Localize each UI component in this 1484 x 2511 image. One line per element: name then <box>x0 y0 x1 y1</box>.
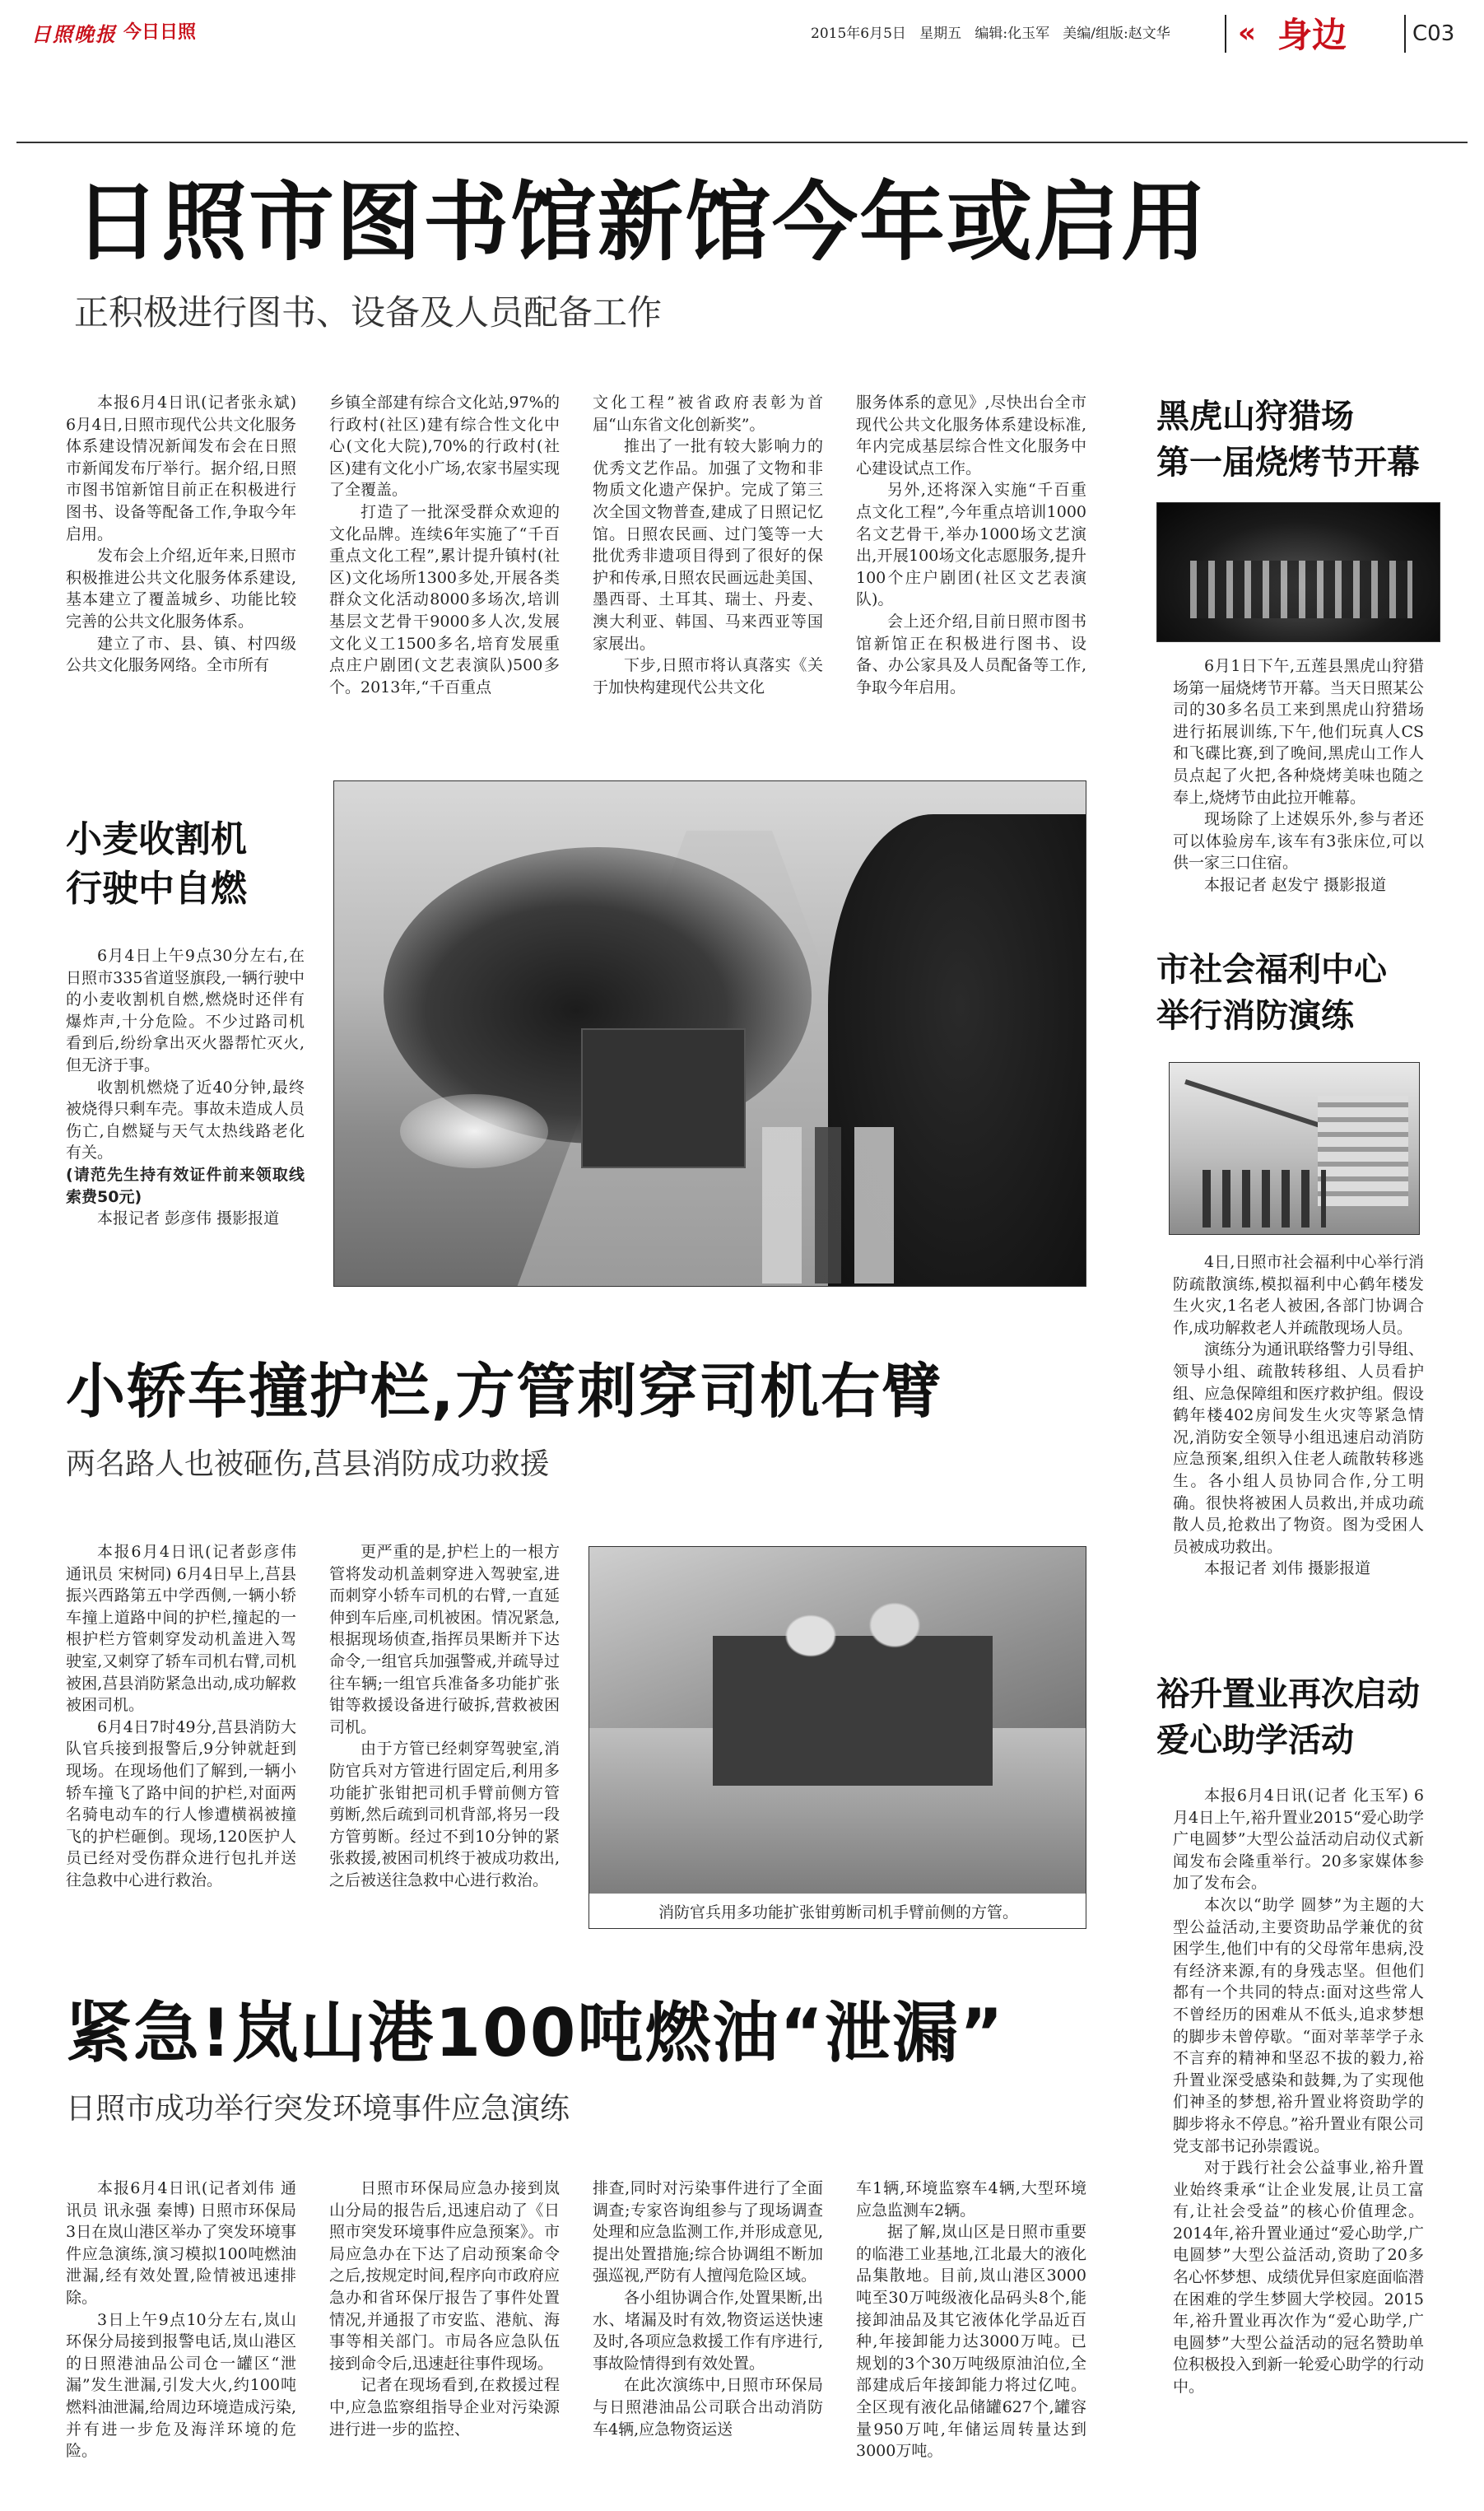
car-col-2 <box>329 1541 560 1892</box>
aid-body <box>1173 1785 1424 2398</box>
rescue-photo <box>588 1546 1086 1929</box>
wheat-title-line-1: 小麦收割机 <box>66 818 247 860</box>
drill-title: 紧急!岚山港100吨燃油“泄漏” <box>66 1995 1005 2071</box>
photo-caption <box>589 1894 1086 1928</box>
bbq-title <box>1156 394 1420 486</box>
drill-col-1 <box>66 2178 296 2462</box>
paragraph: 本报6月4日讯(记者刘伟 通讯员 讯永强 秦博) 日照市环保局3日在岚山港区举办了突发环境事件应急演练,演习模拟100吨燃油泄漏,经有效处置,险情被迅速排除。 <box>66 2179 296 2307</box>
header-weekday: 星期五 <box>919 26 962 42</box>
welfare-title-line-2: 举行消防演练 <box>1156 997 1354 1035</box>
paragraph: 更严重的是,护栏上的一根方管将发动机盖刺穿进入驾驶室,进而刺穿小轿车司机的右臂,一直延伸到车后座,司机被困。情况紧急,根据现场侦查,指挥员果断并下达命令,一组官兵加强警戒,并疏导过往车辆;一组官兵准备多功能扩张钳等救援设备进行破拆,营救被困司机。 <box>329 1543 560 1736</box>
masthead-logo: 日照晚报 <box>31 23 117 46</box>
lead-col-2 <box>329 392 560 698</box>
car-col-1 <box>66 1541 296 1892</box>
drill-col-2 <box>329 2178 560 2440</box>
lead-title: 日照市图书馆新馆今年或启用 <box>74 172 1209 273</box>
header-editor: 编辑:化玉军 <box>975 26 1050 42</box>
paragraph: 日照市环保局应急办接到岚山分局的报告后,迅速启动了《日照市突发环境事件应急预案》。市局应急办在下达了启动预案命令之后,按规定时间,程序向市政府应急办和省环保厅报告了事件处置情况,并通报了市安监、港航、海事等相关部门。市局各应急队伍接到命令后,迅速赶往事件现场。 <box>329 2179 560 2373</box>
aid-title-line-1: 裕升置业再次启动 <box>1156 1675 1420 1713</box>
lead-col-3 <box>593 392 823 698</box>
header-meta <box>811 21 1170 42</box>
bbq-title-line-2: 第一届烧烤节开幕 <box>1156 444 1420 482</box>
byline: 本报记者 刘伟 摄影报道 <box>1204 1559 1371 1578</box>
lead-subtitle: 正积极进行图书、设备及人员配备工作 <box>74 292 663 333</box>
bbq-body <box>1173 655 1424 897</box>
paragraph: 由于方管已经刺穿驾驶室,消防官兵对方管进行固定后,利用多功能扩张钳把司机手臂前侧方管剪断,然后疏到司机背部,将另一段方管剪断。经过不到10分钟的紧张救援,被困司机终于被成功救出,之后被送往急救中心进行救治。 <box>329 1740 560 1889</box>
paragraph: 本报6月4日讯(记者彭彦伟 通讯员 宋树同) 6月4日早上,莒县振兴西路第五中学西侧,一辆小轿车撞上道路中间的护栏,撞起的一根护栏方管刺穿发动机盖进入驾驶室,又刺穿了轿车司机右臂,司机被困,莒县消防紧急出动,成功解救被困司机。 <box>66 1543 296 1715</box>
aid-title-line-2: 爱心助学活动 <box>1156 1721 1354 1759</box>
bbq-title-line-1: 黑虎山狩猎场 <box>1156 398 1354 436</box>
welfare-body <box>1173 1251 1424 1580</box>
paragraph: 排查,同时对污染事件进行了全面调查;专家咨询组参与了现场调查处理和应急监测工作,并形成意见,提出处置措施;综合协调组不断加强巡视,严防有人擅闯危险区域。 <box>593 2179 823 2285</box>
paragraph: 收割机燃烧了近40分钟,最终被烧得只剩车壳。事故未造成人员伤亡,自燃疑与天气太热线路老化有关。 <box>66 1078 305 1162</box>
extinguisher-spray <box>400 1094 548 1168</box>
section-chevron-icon: « <box>1238 16 1256 49</box>
paragraph: 会上还介绍,目前日照市图书馆新馆正在积极进行图书、设备、办公家具及人员配备等工作,争取今年启用。 <box>856 612 1086 696</box>
welfare-title-line-1: 市社会福利中心 <box>1156 951 1387 989</box>
drill-col-4 <box>856 2178 1086 2462</box>
wheat-title-line-2: 行驶中自燃 <box>66 868 247 910</box>
harvester-shape <box>581 1028 746 1168</box>
car-subtitle: 两名路人也被砸伤,莒县消防成功救援 <box>66 1447 550 1481</box>
paragraph: 6月4日7时49分,莒县消防大队官兵接到报警后,9分钟就赶到现场。在现场他们了解到,一辆小轿车撞飞了路中间的护栏,对面两名骑电动车的行人惨遭横祸被撞飞的护栏砸倒。现场,120医护人员已经对受伤群众进行包扎并送往急救中心进行救治。 <box>66 1717 296 1889</box>
section-label: 今日日照 <box>123 22 197 43</box>
paragraph: 据了解,岚山区是日照市重要的临港工业基地,江北最大的液化品集散地。目前,岚山港区3000吨至30万吨级液化品码头8个,能接卸油品及其它液体化学品近百种,年接卸能力达3000万吨。已规划的3个30万吨级原油泊位,全部建成后年接卸能力将过亿吨。全区现有液化品储罐627个,罐容量950万吨,年储运周转量达到3000万吨。 <box>856 2223 1086 2461</box>
header-divider <box>1225 15 1226 53</box>
paragraph: 另外,还将深入实施“千百重点文化工程”,今年重点培训1000名文艺骨干,举办1000场文艺演出,开展100场文化志愿服务,提升100个庄户剧团(社区文艺表演队)。 <box>856 481 1086 609</box>
harvester-fire-photo <box>333 780 1086 1287</box>
paragraph: 4日,日照市社会福利中心举行消防疏散演练,模拟福利中心鹤年楼发生火灾,1名老人被困,各部门协调合作,成功解救老人并疏散现场人员。 <box>1173 1253 1424 1337</box>
drill-col-3 <box>593 2178 823 2440</box>
byline: 本报记者 彭彦伟 摄影报道 <box>97 1209 280 1228</box>
paragraph: 现场除了上述娱乐外,参与者还可以体验房车,该车有3张床位,可以供一家三口住宿。 <box>1173 810 1424 873</box>
paragraph: 在此次演练中,日照市环保局与日照港油品公司联合出动消防车4辆,应急物资运送 <box>593 2376 823 2439</box>
rescue-caption-text: 消防官兵用多功能扩张钳剪断司机手臂前侧的方管。 <box>658 1903 1018 1922</box>
paragraph: 文化工程”被省政府表彰为首届“山东省文化创新奖”。 <box>593 394 823 434</box>
crowd-shape <box>1190 561 1412 618</box>
tip-fee-note: (请范先生持有效证件前来领取线索费50元) <box>66 1165 305 1206</box>
firefighter-figures <box>713 1572 993 1786</box>
paragraph: 建立了市、县、镇、村四级公共文化服务网络。全市所有 <box>66 634 296 675</box>
bystander-figures <box>762 1127 894 1283</box>
paragraph: 对于践行社会公益事业,裕升置业始终秉承“让企业发展,让员工富有,让社会受益”的核心价值理念。2014年,裕升置业通过“爱心助学,广电圆梦”大型公益活动,资助了20多名心怀梦想、成绩优异但家庭面临潜在困难的学生梦圆大学校园。2015年,裕升置业再次作为“爱心助学,广电圆梦”大型公益活动的冠名赞助单位积极投入到新一轮爱心助学的行动中。 <box>1173 2159 1424 2397</box>
paragraph: 6月1日下午,五莲县黑虎山狩猎场第一届烧烤节开幕。当天日照某公司的30多名员工来到黑虎山狩猎场进行拓展训练,下午,他们玩真人CS和飞碟比赛,到了晚间,黑虎山工作人员点起了火把,各种烧烤美味也随之奉上,烧烤节由此拉开帷幕。 <box>1173 657 1424 807</box>
paragraph: 本次以“助学 圆梦”为主题的大型公益活动,主要资助品学兼优的贫困学生,他们中有的父母常年患病,没有经济来源,有的身残志坚。但他们都有一个共同的特点:面对这些常人不曾经历的困难从不低头,追求梦想的脚步未曾停歇。“面对莘莘学子永不言弃的精神和坚忍不拔的毅力,裕升置业深受感染和鼓舞,为了实现他们神圣的梦想,裕升置业将资助学的脚步将永不停息。”裕升置业有限公司党支部书记孙崇霞说。 <box>1173 1895 1424 2155</box>
bbq-night-photo <box>1156 502 1440 642</box>
page-number: C03 <box>1412 21 1455 46</box>
wheat-body <box>66 945 305 1230</box>
paragraph: 记者在现场看到,在救援过程中,应急监察组指导企业对污染源进行进一步的监控、 <box>329 2376 560 2439</box>
fire-drill-photo <box>1169 1062 1420 1235</box>
paragraph: 打造了一批深受群众欢迎的文化品牌。连续6年实施了“千百重点文化工程”,累计提升镇村(社区)文化场所1300多处,开展各类群众文化活动8000多场次,培训基层文艺骨干9000多人次,发展文化义工1500多名,培育发展重点庄户剧团(文艺表演队)500多个。2013年,“千百重点 <box>329 502 560 696</box>
paragraph: 6月4日上午9点30分左右,在日照市335省道竖旗段,一辆行驶中的小麦收割机自燃,燃烧时还伴有爆炸声,十分危险。不少过路司机看到后,纷纷拿出灭火器帮忙灭火,但无济于事。 <box>66 947 305 1074</box>
paragraph: 各小组协调合作,处置果断,出水、堵漏及时有效,物资运送快速及时,各项应急救援工作有序进行,事故险情得到有效处置。 <box>593 2288 823 2373</box>
header-designer: 美编/组版:赵文华 <box>1063 26 1170 42</box>
paragraph: 演练分为通讯联络警力引导组、领导小组、疏散转移组、人员看护组、应急保障组和医疗救护组。假设鹤年楼402房间发生火灾等紧急情况,消防安全领导小组迅速启动消防应急预案,组织入住老人疏散转移逃生。各小组人员协同合作,分工明确。很快将被困人员救出,并成功疏散人员,抢救出了物资。图为受困人员被成功救出。 <box>1173 1340 1424 1556</box>
paragraph: 车1辆,环境监察车4辆,大型环境应急监测车2辆。 <box>856 2179 1086 2220</box>
paragraph: 本报6月4日讯(记者 化玉军) 6月4日上午,裕升置业2015“爱心助学 广电圆梦”大型公益活动启动仪式新闻发布会隆重举行。20多家媒体参加了发布会。 <box>1173 1787 1424 1893</box>
header-date: 2015年6月5日 <box>811 26 906 42</box>
paragraph: 3日上午9点10分左右,岚山环保分局接到报警电话,岚山港区的日照港油品公司仓一罐区“泄漏”发生泄漏,引发大火,约100吨燃料油泄漏,给周边环境造成污染,并有进一步危及海洋环境的危险。 <box>66 2310 296 2461</box>
paragraph: 本报6月4日讯(记者张永斌) 6月4日,日照市现代公共文化服务体系建设情况新闻发布会在日照市新闻发布厅举行。据介绍,日照市图书馆新馆目前正在积极进行图书、设备等配备工作,争取今年启用。 <box>66 394 296 543</box>
lead-col-4 <box>856 392 1086 698</box>
byline: 本报记者 赵发宁 摄影报道 <box>1204 875 1387 894</box>
drill-subtitle: 日照市成功举行突发环境事件应急演练 <box>66 2092 570 2126</box>
header-rule <box>16 142 1468 143</box>
welfare-title <box>1156 947 1387 1039</box>
paragraph: 服务体系的意见》,尽快出台全市现代公共文化服务体系建设标准,年内完成基层综合性文化服务中心建设试点工作。 <box>856 394 1086 478</box>
lead-col-1 <box>66 392 296 677</box>
header-divider-2 <box>1404 15 1406 53</box>
section-title: 身边 <box>1277 15 1347 55</box>
aid-title <box>1156 1671 1420 1763</box>
building-shape <box>1318 1096 1408 1211</box>
paragraph: 推出了一批有较大影响力的优秀文艺作品。加强了文物和非物质文化遗产保护。完成了第三次全国文物普查,建成了日照记忆馆。日照农民画、过门笺等一大批优秀非遗项目得到了很好的保护和传承,日照农民画远赴美国、墨西哥、土耳其、瑞士、丹麦、澳大利亚、韩国、马来西亚等国家展出。 <box>593 437 823 653</box>
paragraph: 下步,日照市将认真落实《关于加快构建现代公共文化 <box>593 656 823 696</box>
paragraph: 发布会上介绍,近年来,日照市积极推进公共文化服务体系建设,基本建立了覆盖城乡、功能比较完善的公共文化服务体系。 <box>66 547 296 631</box>
wheat-title <box>66 815 247 914</box>
car-title: 小轿车撞护栏,方管刺穿司机右臂 <box>66 1357 943 1426</box>
firefighters-shape <box>1203 1170 1326 1228</box>
paragraph: 乡镇全部建有综合文化站,97%的行政村(社区)建有综合性文化中心(文化大院),70%的行政村(社区)建有文化小广场,农家书屋实现了全覆盖。 <box>329 394 560 500</box>
